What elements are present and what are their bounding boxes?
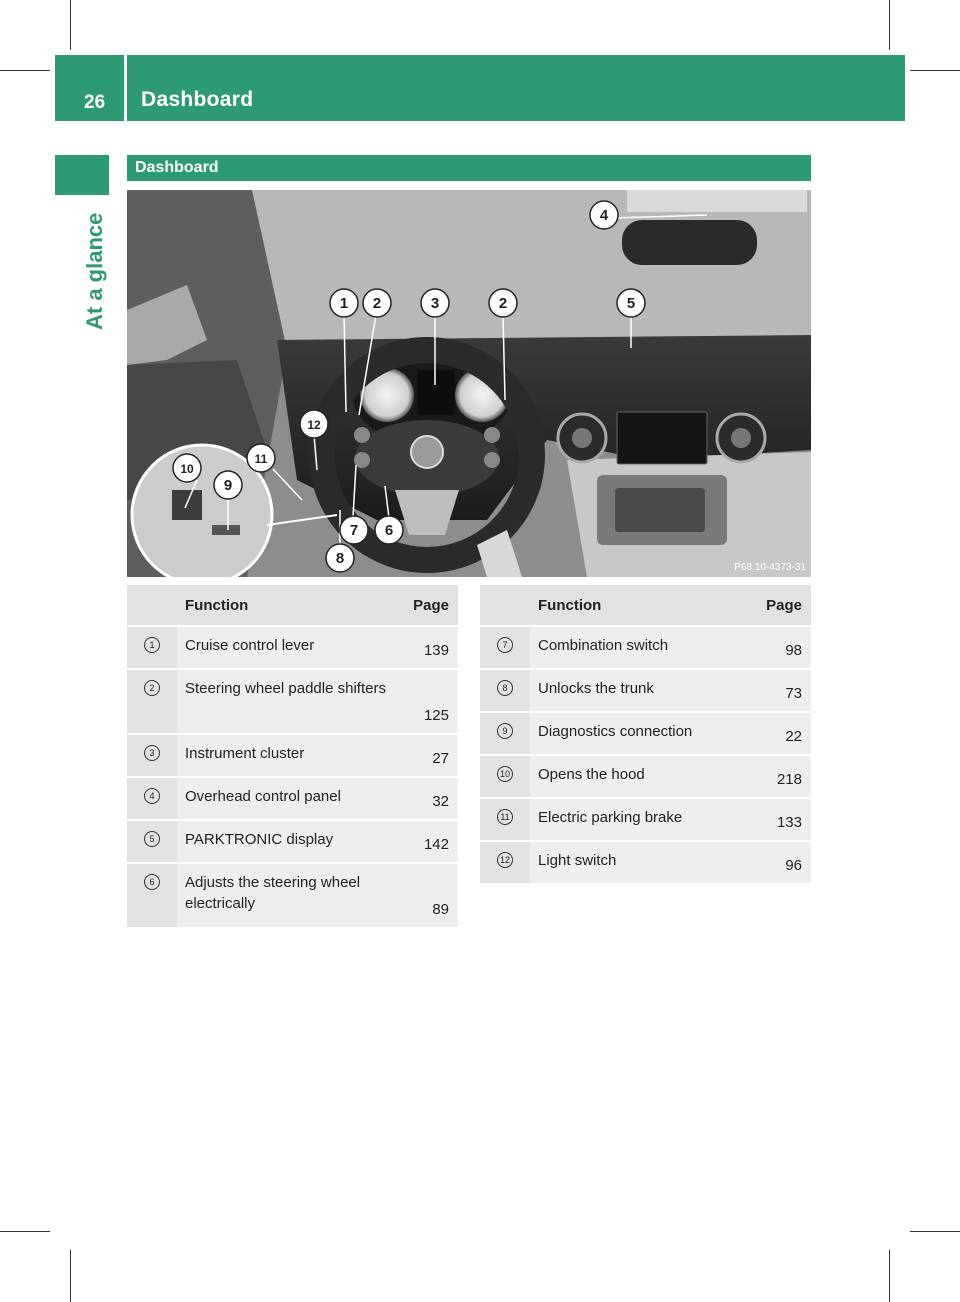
item-number: 12 <box>497 852 513 868</box>
function-cell: Light switch <box>530 841 747 884</box>
page-cell: 22 <box>747 712 811 755</box>
svg-text:9: 9 <box>223 477 233 494</box>
function-cell: Unlocks the trunk <box>530 669 747 712</box>
side-tab-label: At a glance <box>82 212 107 330</box>
page-cell: 73 <box>747 669 811 712</box>
table-row <box>480 626 811 669</box>
page-cell: 32 <box>391 777 458 820</box>
item-number: 2 <box>144 680 160 696</box>
callout-4 <box>590 201 618 229</box>
crop-mark <box>889 1250 890 1302</box>
table-row <box>127 820 458 863</box>
page-cell: 96 <box>747 841 811 884</box>
table-row <box>127 669 458 734</box>
callout-9 <box>214 471 242 499</box>
svg-text:11: 11 <box>254 452 268 466</box>
svg-text:8: 8 <box>335 550 345 567</box>
page-cell: 133 <box>747 798 811 841</box>
svg-text:12: 12 <box>307 418 321 432</box>
function-cell: Diagnostics connection <box>530 712 747 755</box>
svg-text:2: 2 <box>372 295 382 312</box>
function-cell: Instrument cluster <box>177 734 391 777</box>
function-table-left <box>127 585 458 929</box>
function-cell: Overhead control panel <box>177 777 391 820</box>
callout-6 <box>375 516 403 544</box>
item-number: 8 <box>497 680 513 696</box>
table-row <box>480 712 811 755</box>
crop-mark <box>0 1231 50 1232</box>
table-header <box>127 585 458 626</box>
callout-5 <box>617 289 645 317</box>
item-number: 10 <box>497 766 513 782</box>
item-number: 4 <box>144 788 160 804</box>
callout-2b <box>489 289 517 317</box>
function-cell: Opens the hood <box>530 755 747 798</box>
callout-12 <box>300 410 328 438</box>
page-header: Page <box>747 585 811 626</box>
table-header <box>480 585 811 626</box>
crop-mark <box>0 70 50 71</box>
figure-code: P68.10-4373-31 <box>734 562 806 573</box>
crop-mark <box>70 0 71 50</box>
table-row <box>127 777 458 820</box>
function-header: Function <box>530 585 747 626</box>
item-number: 1 <box>144 637 160 653</box>
page-cell: 89 <box>391 863 458 928</box>
function-cell: Adjusts the steering wheel electrically <box>177 863 391 928</box>
page-header: Page <box>391 585 458 626</box>
table-row <box>127 863 458 928</box>
crop-mark <box>910 70 960 71</box>
page-cell: 27 <box>391 734 458 777</box>
callout-7 <box>340 516 368 544</box>
table-row <box>480 841 811 884</box>
table-row <box>127 734 458 777</box>
function-cell: Cruise control lever <box>177 626 391 669</box>
svg-text:1: 1 <box>339 295 349 312</box>
svg-text:4: 4 <box>599 207 609 224</box>
function-cell: PARKTRONIC display <box>177 820 391 863</box>
callout-3 <box>421 289 449 317</box>
dashboard-figure <box>127 190 811 577</box>
function-header: Function <box>177 585 391 626</box>
crop-mark <box>889 0 890 50</box>
svg-text:2: 2 <box>498 295 508 312</box>
page-cell: 142 <box>391 820 458 863</box>
item-number: 11 <box>497 809 513 825</box>
dashboard-illustration <box>127 190 811 577</box>
crop-mark <box>70 1250 71 1302</box>
function-cell: Electric parking brake <box>530 798 747 841</box>
callout-11 <box>247 444 275 472</box>
function-table-right <box>480 585 811 885</box>
item-number: 5 <box>144 831 160 847</box>
table-row <box>480 669 811 712</box>
svg-text:5: 5 <box>626 295 636 312</box>
num-header <box>127 585 177 626</box>
callout-2a <box>363 289 391 317</box>
callout-10 <box>173 454 201 482</box>
function-cell: Steering wheel paddle shifters <box>177 669 391 734</box>
num-header <box>480 585 530 626</box>
table-row <box>480 798 811 841</box>
callout-8 <box>326 544 354 572</box>
item-number: 6 <box>144 874 160 890</box>
table-row <box>480 755 811 798</box>
chapter-title: Dashboard <box>141 88 254 111</box>
header-separator <box>124 55 127 121</box>
page-number: 26 <box>84 92 106 113</box>
svg-text:3: 3 <box>430 295 440 312</box>
page-cell: 125 <box>391 669 458 734</box>
item-number: 9 <box>497 723 513 739</box>
crop-mark <box>910 1231 960 1232</box>
item-number: 7 <box>497 637 513 653</box>
page-cell: 98 <box>747 626 811 669</box>
callout-1 <box>330 289 358 317</box>
function-cell: Combination switch <box>530 626 747 669</box>
page-cell: 218 <box>747 755 811 798</box>
page-cell: 139 <box>391 626 458 669</box>
svg-text:10: 10 <box>180 462 194 476</box>
svg-text:6: 6 <box>384 522 394 539</box>
table-row <box>127 626 458 669</box>
svg-text:7: 7 <box>349 522 359 539</box>
section-title: Dashboard <box>127 155 811 181</box>
item-number: 3 <box>144 745 160 761</box>
